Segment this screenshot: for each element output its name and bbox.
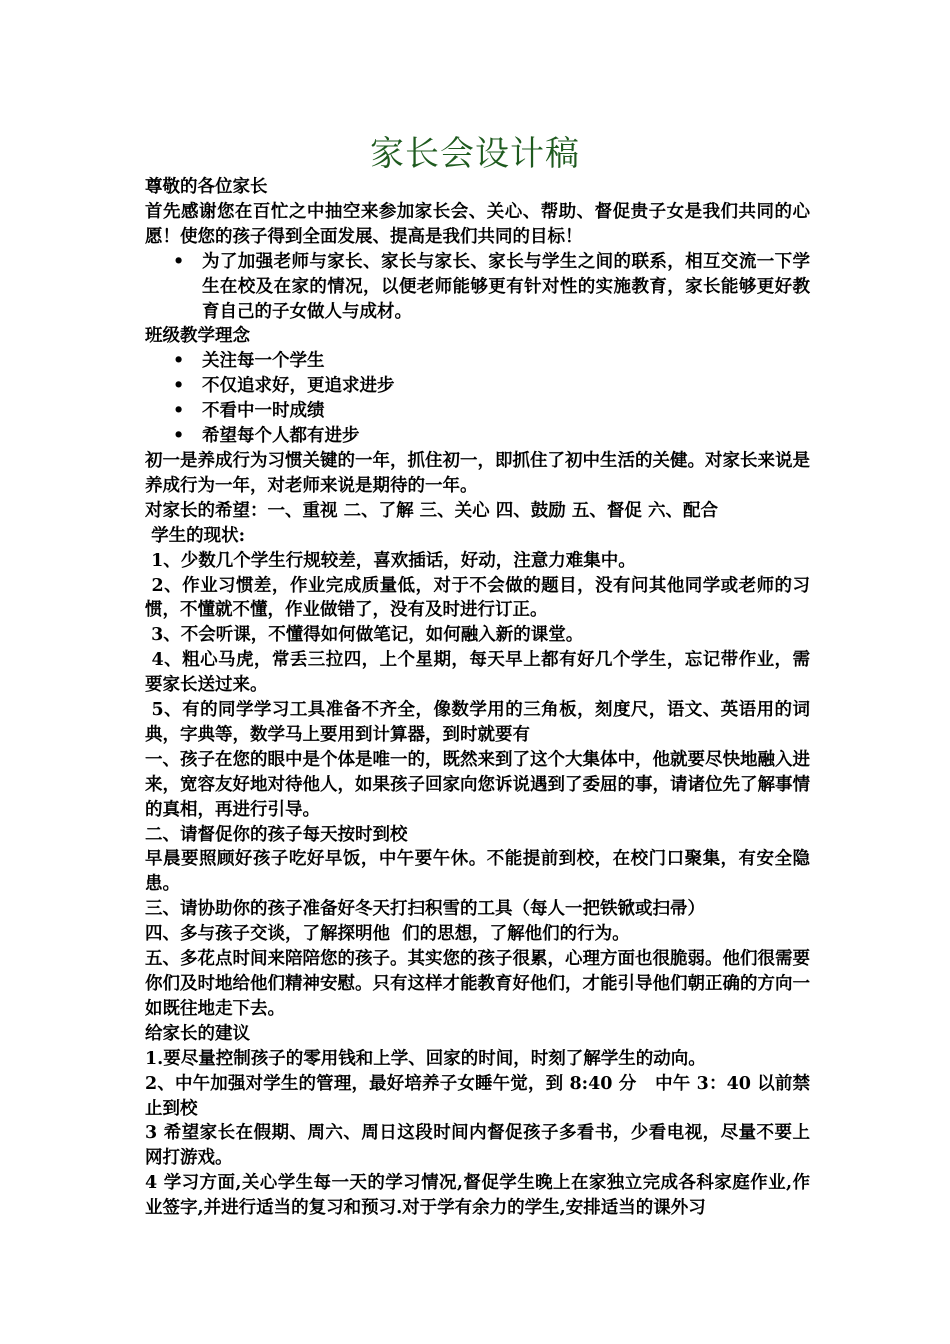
- document-title: 家长会设计稿: [370, 134, 580, 174]
- request-paragraph: 五、多花点时间来陪陪您的孩子。其实您的孩子很累，心理方面也很脆弱。他们很需要你们及时地给他们精神安慰。只有这样才能教育好他们，才能引导他们朝正确的方向一如既往地走下去。: [145, 949, 810, 1019]
- status-item: 1、少数几个学生行规较差，喜欢插话，好动，注意力难集中。: [145, 550, 636, 571]
- request-paragraph: 三、请协助你的孩子准备好冬天打扫积雪的工具（每人一把铁锨或扫帚）: [145, 899, 705, 920]
- document-body: [145, 175, 810, 1221]
- request-paragraph: 早晨要照顾好孩子吃好早饭，中午要午休。不能提前到校，在校门口聚集，有安全隐患。: [145, 849, 810, 895]
- status-item: 4、粗心马虎，常丢三拉四，上个星期，每天早上都有好几个学生，忘记带作业，需要家长送过来。: [145, 650, 810, 696]
- hopes-paragraph: 对家长的希望：一、重视 二、了解 三、关心 四、鼓励 五、督促 六、配合: [145, 500, 718, 521]
- list-item: • 不仅追求好，更追求进步: [145, 374, 810, 399]
- request-paragraph: 二、请督促你的孩子每天按时到校: [145, 824, 408, 845]
- list-item: • 为了加强老师与家长、家长与家长、家长与学生之间的联系，相互交流一下学生在校及在家的情况，以便老师能够更有针对性的实施教育，家长能够更好教育自己的子女做人与成材。: [173, 251, 810, 322]
- grade-one-paragraph: 初一是养成行为习惯关键的一年，抓住初一，即抓住了初中生活的关健。对家长来说是养成行为一年，对老师来说是期待的一年。: [145, 450, 810, 496]
- advice-item: 1.要尽量控制孩子的零用钱和上学、回家的时间，时刻了解学生的动向。: [145, 1048, 706, 1069]
- advice-item: 2、中午加强对学生的管理，最好培养子女睡午觉，到 8:40 分 中午 3：40 以前禁止到校: [145, 1073, 810, 1119]
- request-paragraph: 一、孩子在您的眼中是个体是唯一的，既然来到了这个大集体中，他就要尽快地融入进来，宽容友好地对待他人，如果孩子回家向您诉说遇到了委屈的事，请诸位先了解事情的真相，再进行引导。: [145, 749, 810, 820]
- status-item: 5、有的同学学习工具准备不齐全，像数学用的三角板，刻度尺，语文、英语用的词典，字典等，数学马上要用到计算器，到时就要有: [145, 700, 810, 745]
- status-item: 2、作业习惯差，作业完成质量低，对于不会做的题目，没有问其他同学或老师的习惯，不懂就不懂，作业做错了，没有及时进行订正。: [145, 575, 810, 621]
- bullet-icon: •: [173, 376, 185, 397]
- bullet-icon: •: [173, 351, 185, 372]
- status-heading: 学生的现状:: [145, 525, 246, 546]
- list-item: • 不看中一时成绩: [145, 399, 810, 424]
- intro-paragraph: 首先感谢您在百忙之中抽空来参加家长会、关心、帮助、督促贵子女是我们共同的心愿！使您的孩子得到全面发展、提高是我们共同的目标！: [145, 201, 810, 247]
- philosophy-list: [145, 349, 810, 449]
- advice-heading: 给家长的建议: [145, 1023, 250, 1044]
- purpose-list: [145, 250, 810, 325]
- status-item: 3、不会听课，不懂得如何做笔记，如何融入新的课堂。: [145, 625, 584, 646]
- list-item: • 希望每个人都有进步: [145, 424, 810, 449]
- bullet-icon: •: [173, 401, 185, 422]
- advice-item: 3 希望家长在假期、周六、周日这段时间内督促孩子多看书，少看电视，尽量不要上网打游戏。: [145, 1123, 810, 1169]
- philosophy-heading: 班级教学理念: [145, 326, 250, 347]
- bullet-icon: •: [173, 251, 185, 272]
- greeting: 尊敬的各位家长: [145, 177, 268, 197]
- bullet-icon: •: [173, 426, 185, 447]
- list-item: • 关注每一个学生: [145, 349, 810, 374]
- advice-item: 4 学习方面,关心学生每一天的学习情况,督促学生晚上在家独立完成各科家庭作业,作业签字,并进行适当的复习和预习.对于学有余力的学生,安排适当的课外习: [145, 1173, 810, 1219]
- request-paragraph: 四、多与孩子交谈，了解探明他 们的思想，了解他们的行为。: [145, 924, 630, 945]
